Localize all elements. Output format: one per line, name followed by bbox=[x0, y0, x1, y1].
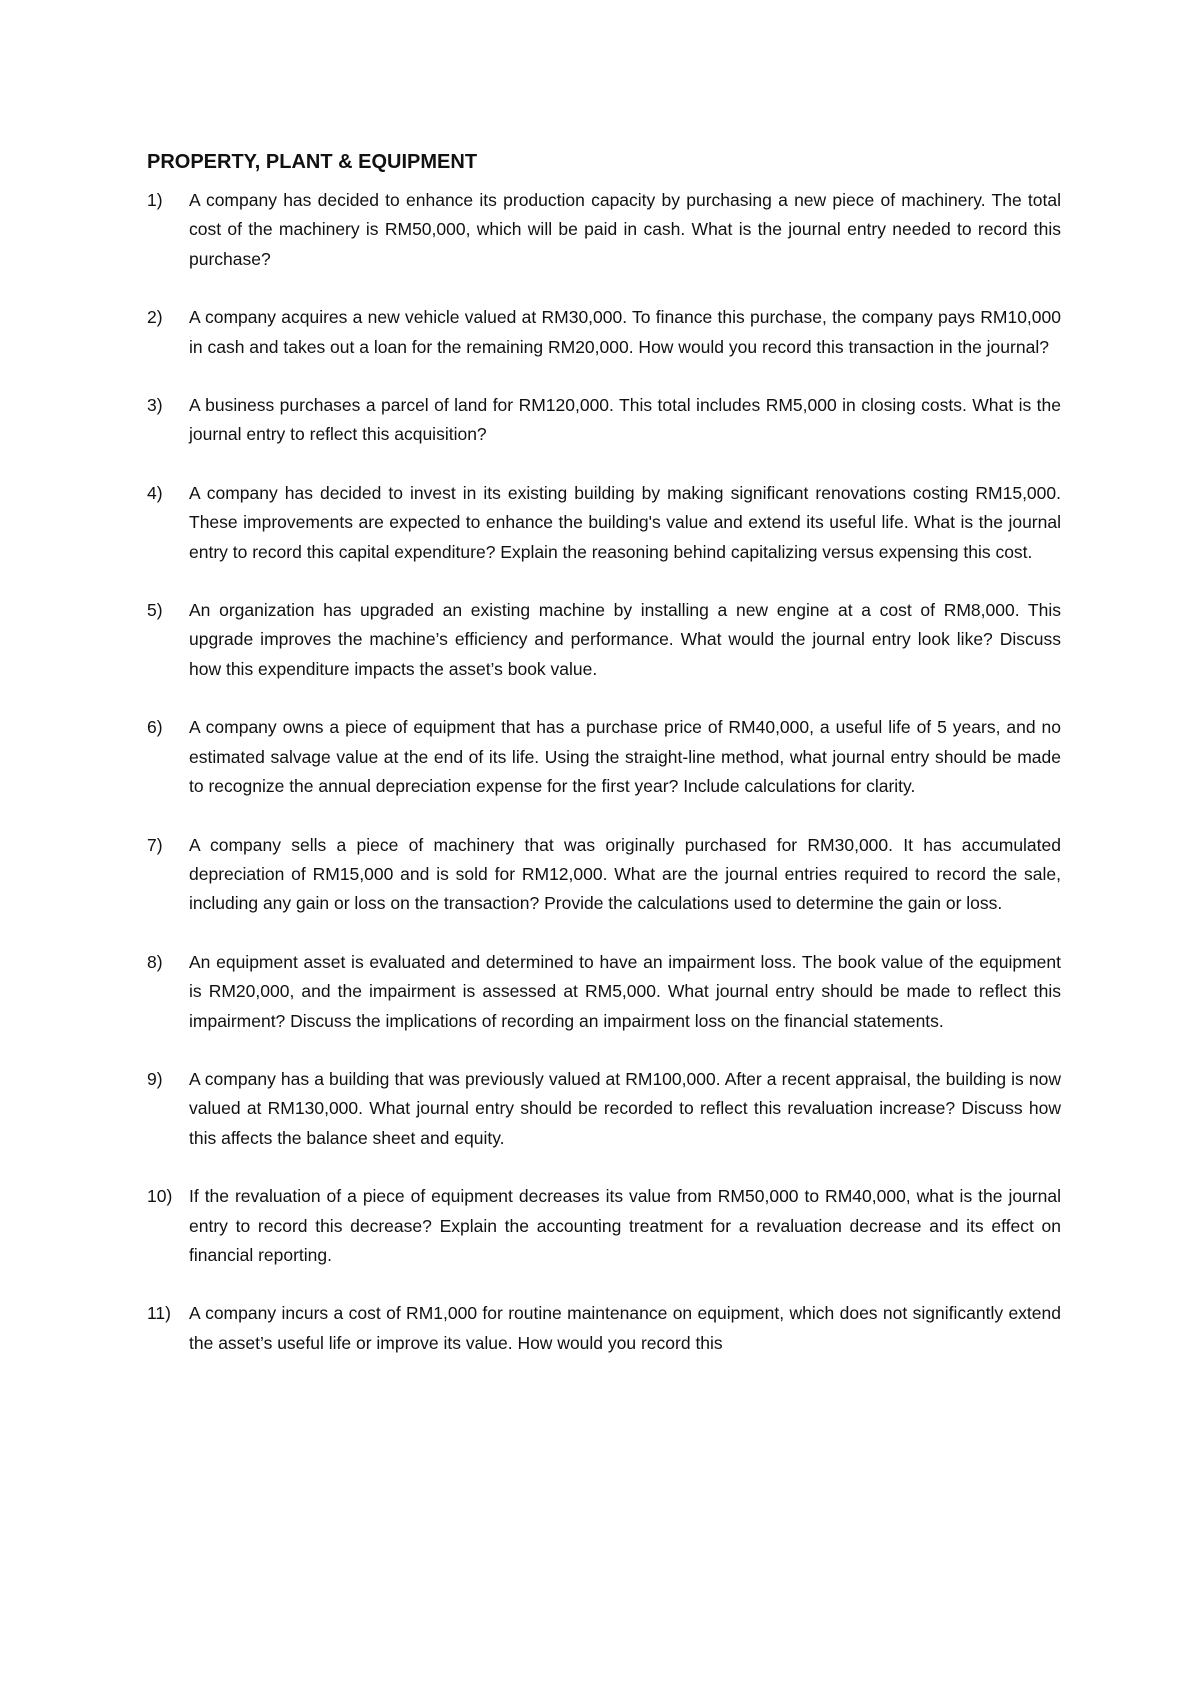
question-text: A company sells a piece of machinery that was originally purchased for RM30,000. It has accumulated depreciation of RM15,000 and is sold for RM12,000. What are the journal entries required to record the sale, including any gain or loss on the transaction? Provide the calculations used to determine the gain or loss. bbox=[189, 834, 1061, 914]
question-list bbox=[147, 186, 1061, 1358]
question-number: 1) bbox=[147, 190, 163, 210]
question-item bbox=[147, 1299, 1061, 1358]
question-text: A company has decided to enhance its production capacity by purchasing a new piece of machinery. The total cost of the machinery is RM50,000, which will be paid in cash. What is the journal entry needed to record this purchase? bbox=[189, 190, 1061, 269]
question-number: 5) bbox=[147, 600, 163, 621]
question-text: A company owns a piece of equipment that has a purchase price of RM40,000, a useful life of 5 years, and no estimated salvage value at the end of its life. Using the straight-line method, what journal entry should be made to recognize the annual depreciation expense for the first year? Include calculations for clarity. bbox=[189, 717, 1061, 797]
question-text: A company has decided to invest in its existing building by making significant renovations costing RM15,000. These improvements are expected to enhance the building's value and extend its useful life. What is the journal entry to record this capital expenditure? Explain the reasoning behind capitalizing versus expensing this cost. bbox=[189, 482, 1061, 562]
question-number: 10) bbox=[147, 1186, 173, 1207]
question-number: 6) bbox=[147, 717, 163, 738]
question-number: 11) bbox=[147, 1303, 171, 1324]
question-text: A company has a building that was previously valued at RM100,000. After a recent appraisal, the building is now valued at RM130,000. What journal entry should be recorded to reflect this revaluation increase? Discuss how this affects the balance sheet and equity. bbox=[189, 1068, 1061, 1148]
question-item bbox=[147, 1065, 1061, 1153]
question-item bbox=[147, 831, 1061, 919]
question-number: 2) bbox=[147, 307, 163, 328]
question-number: 8) bbox=[147, 951, 163, 972]
question-number: 4) bbox=[147, 482, 163, 503]
question-item bbox=[147, 391, 1061, 450]
question-text: A company incurs a cost of RM1,000 for routine maintenance on equipment, which does not significantly extend the asset’s useful life or improve its value. How would you record this bbox=[189, 1303, 1061, 1353]
question-item bbox=[147, 948, 1061, 1036]
question-item bbox=[147, 479, 1061, 567]
question-text: A company acquires a new vehicle valued at RM30,000. To finance this purchase, the company pays RM10,000 in cash and takes out a loan for the remaining RM20,000. How would you record this transaction in the journal? bbox=[189, 307, 1061, 357]
question-number: 7) bbox=[147, 834, 163, 855]
question-text: If the revaluation of a piece of equipment decreases its value from RM50,000 to RM40,000, what is the journal entry to record this decrease? Explain the accounting treatment for a revaluation decrease and its effect on financial reporting. bbox=[189, 1186, 1061, 1265]
question-text: A business purchases a parcel of land for RM120,000. This total includes RM5,000 in closing costs. What is the journal entry to reflect this acquisition? bbox=[189, 395, 1061, 445]
question-item bbox=[147, 713, 1061, 801]
question-item bbox=[147, 1182, 1061, 1270]
question-number: 9) bbox=[147, 1068, 163, 1089]
question-number: 3) bbox=[147, 395, 163, 416]
question-text: An organization has upgraded an existing machine by installing a new engine at a cost of RM8,000. This upgrade improves the machine’s efficiency and performance. What would the journal entry look like? Discuss how this expenditure impacts the asset’s book value. bbox=[189, 600, 1061, 679]
page-title: PROPERTY, PLANT & EQUIPMENT bbox=[147, 151, 478, 173]
document-content bbox=[147, 148, 1061, 1387]
question-item bbox=[147, 303, 1061, 362]
question-item bbox=[147, 186, 1061, 274]
question-item bbox=[147, 596, 1061, 684]
question-text: An equipment asset is evaluated and determined to have an impairment loss. The book value of the equipment is RM20,000, and the impairment is assessed at RM5,000. What journal entry should be made to reflect this impairment? Discuss the implications of recording an impairment loss on the financial statements. bbox=[189, 951, 1061, 1031]
